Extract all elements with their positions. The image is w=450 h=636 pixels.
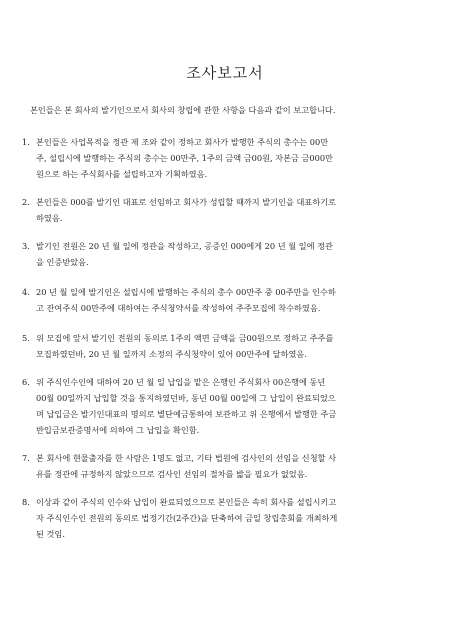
item-line: 을 인증받았음. xyxy=(36,257,89,267)
item-line: 된 것임. xyxy=(36,529,65,539)
item-3 xyxy=(22,238,410,270)
item-line: 모집하였던바, 20 년 월 일까지 소정의 주식청약이 있어 00만주에 달하였음. xyxy=(36,349,307,359)
intro-paragraph: 본인들은 본 회사의 발기인으로서 회사의 창립에 관한 사항을 다음과 같이 보고합니다. xyxy=(30,105,336,115)
item-number: 3. xyxy=(22,241,30,251)
item-8 xyxy=(22,494,410,542)
item-number: 8. xyxy=(22,497,30,507)
item-number: 5. xyxy=(22,333,30,343)
item-number: 7. xyxy=(22,453,30,463)
item-line: 며 납입금은 발기인대표의 명의로 별단예금통하여 보관하고 위 은행에서 발행한 주금 xyxy=(36,409,337,419)
item-line: 본인들은 000를 발기인 대표로 선임하고 회사가 성립할 때까지 발기인을 대표하기로 xyxy=(36,197,337,207)
item-6 xyxy=(22,374,410,438)
item-number: 2. xyxy=(22,197,30,207)
item-2 xyxy=(22,194,410,226)
item-line: 00월 00일까지 납입할 것을 통지하였던바, 동년 00월 00일에 그 납입이 완료되었으 xyxy=(36,393,336,403)
item-line: 원으로 하는 주식회사를 설립하고자 기획하였음. xyxy=(36,169,208,179)
item-line: 이상과 같이 주식의 인수와 납입이 완료되었으므로 본인들은 속히 회사를 설립시키고 xyxy=(36,497,337,507)
item-number: 1. xyxy=(22,137,30,147)
item-line: 주, 설립시에 발행하는 주식의 총수는 00만주, 1주의 금액 금00원, 자본금 금000만 xyxy=(36,153,333,163)
item-line: 위 모집에 앞서 발기인 전원의 동의로 1주의 액면 금액을 금00원으로 정하고 주주를 xyxy=(36,333,334,343)
item-5 xyxy=(22,330,410,362)
item-7 xyxy=(22,450,410,482)
item-4 xyxy=(22,284,410,316)
item-1 xyxy=(22,134,410,182)
item-line: 발기인 전원은 20 년 월 일에 정관을 작성하고, 공증인 000에게 20 년 월 일에 정관 xyxy=(36,241,333,251)
item-line: 위 주식인수인에 대하여 20 년 월 일 납입을 맡은 은행인 주식회사 00은행에 동년 xyxy=(36,377,326,387)
item-line: 자 주식인수인 전원의 동의로 법정기간(2주간)을 단축하여 금일 창립총회를 개최하게 xyxy=(36,513,338,523)
item-number: 4. xyxy=(22,287,30,297)
item-line: 20 년 월 일에 발기인은 설립시에 발행하는 주식의 총수 00만주 중 00주만을 인수하 xyxy=(36,287,336,297)
item-line: 하였음. xyxy=(36,213,63,223)
item-line: 반입금보관증명서에 의하여 그 납입을 확인함. xyxy=(36,425,200,435)
item-number: 6. xyxy=(22,377,30,387)
item-line: 본인들은 사업목적을 정관 제 조와 같이 정하고 회사가 발행한 주식의 총수는 00만 xyxy=(36,137,329,147)
document-title: 조사보고서 xyxy=(186,64,264,82)
item-line: 유를 정관에 규정하지 않았으므로 검사인 선임의 절차를 밟을 필요가 없었음. xyxy=(36,469,308,479)
item-line: 본 회사에 현물출자를 한 사람은 1명도 없고, 기타 법원에 검사인의 선임을 신청할 사 xyxy=(36,453,337,463)
item-line: 고 잔여주식 00만주에 대하여는 주식청약서를 작성하여 주주모집에 착수하였음. xyxy=(36,303,321,313)
